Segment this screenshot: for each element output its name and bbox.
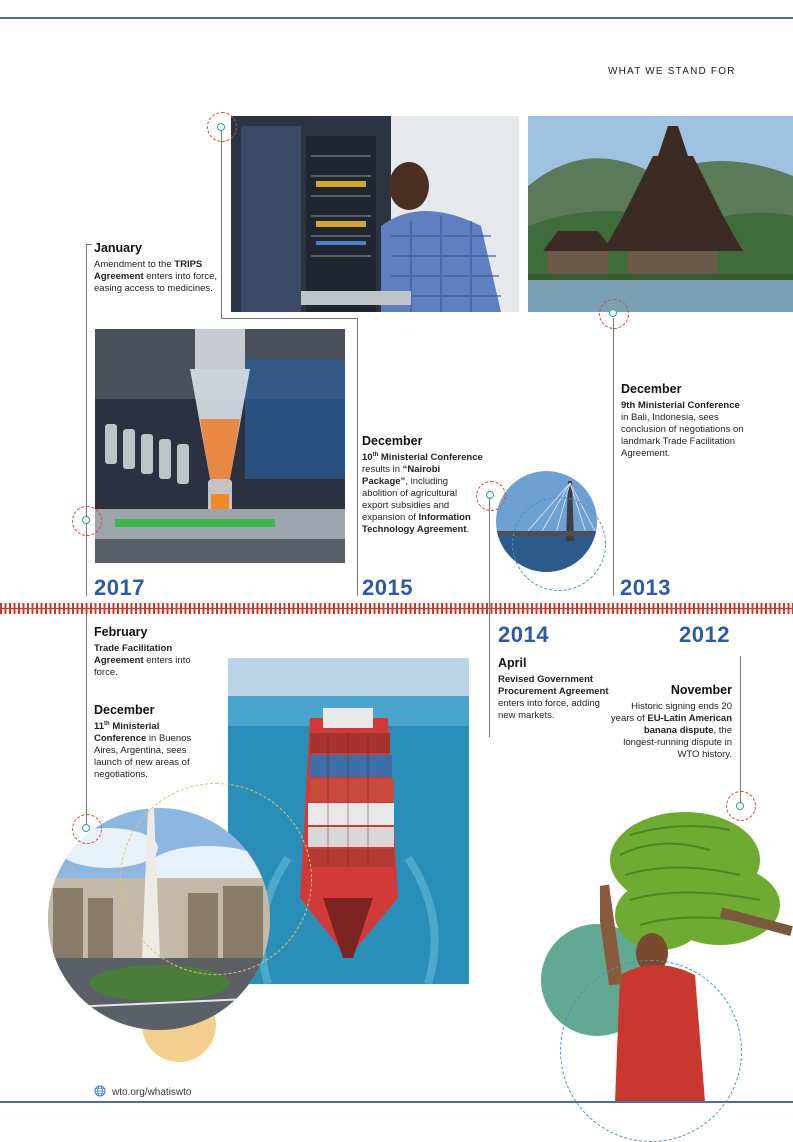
event-2017-february: February Trade Facilitation Agreement enters into force. [94,624,204,679]
event-2014-april: April Revised Government Procurement Agreement enters into force, adding new markets. [498,656,609,721]
timeline-connector-2017-lower [86,614,87,828]
timeline-connector-2015 [221,128,222,318]
top-rule [0,17,793,19]
year-2017: 2017 [94,575,145,600]
pharmaceutical-production-photo [95,329,345,563]
timeline-line [0,608,793,609]
timeline-marker [486,491,494,499]
timeline-marker [82,516,90,524]
event-month: December [621,382,682,396]
event-2013-december: December 9th Ministerial Conference in Bali, Indonesia, sees conclusion of negotiations on landmark Trade Facilitation Agreement. [621,381,749,460]
globe-icon [94,1085,106,1100]
timeline-connector-2014 [489,497,490,737]
timeline-connector-tick [86,244,92,245]
event-2012-november: November Historic signing ends 20 years of EU-Latin American banana dispute, the longest-running dispute in WTO history. [608,682,732,761]
timeline-marker [82,824,90,832]
timeline-marker [609,309,617,317]
timeline-connector-2015-down [357,318,358,596]
event-2015-december: December 10th Ministerial Conference results in “Nairobi Package”, including abolition of agricultural export subsidies and expansion of Information Technology Agreement. [362,433,486,536]
footer-url[interactable]: wto.org/whatiswto [112,1087,192,1098]
event-month: February [94,625,148,639]
timeline-connector-2012 [740,656,741,804]
bottom-rule [0,1101,793,1103]
decorative-dotted-circle [512,497,606,591]
timeline-connector-2015-horizontal [221,318,357,319]
timeline-marker [736,802,744,810]
decorative-dotted-circle [560,960,742,1142]
server-room-photo [231,116,519,312]
event-month: December [94,703,155,717]
decorative-dotted-circle [120,783,312,975]
footer-link[interactable] [94,1085,191,1100]
timeline-connector-2017-upper [86,244,87,596]
event-2017-january: January Amendment to the TRIPS Agreement enters into force, easing access to medicines. [94,240,224,295]
timeline-connector-2013 [613,318,614,596]
year-2012: 2012 [679,622,730,647]
section-title: WHAT WE STAND FOR [608,66,736,77]
year-2015: 2015 [362,575,413,600]
year-2014: 2014 [498,622,549,647]
year-2013: 2013 [620,575,671,600]
timeline-marker [217,123,225,131]
event-month: April [498,656,527,670]
event-2017-december: December 11th Ministerial Conference in Buenos Aires, Argentina, sees launch of new areas of negotiations. [94,702,204,781]
event-month: November [670,683,732,697]
bali-temple-photo [528,116,793,312]
event-month: January [94,241,142,255]
event-month: December [362,434,423,448]
